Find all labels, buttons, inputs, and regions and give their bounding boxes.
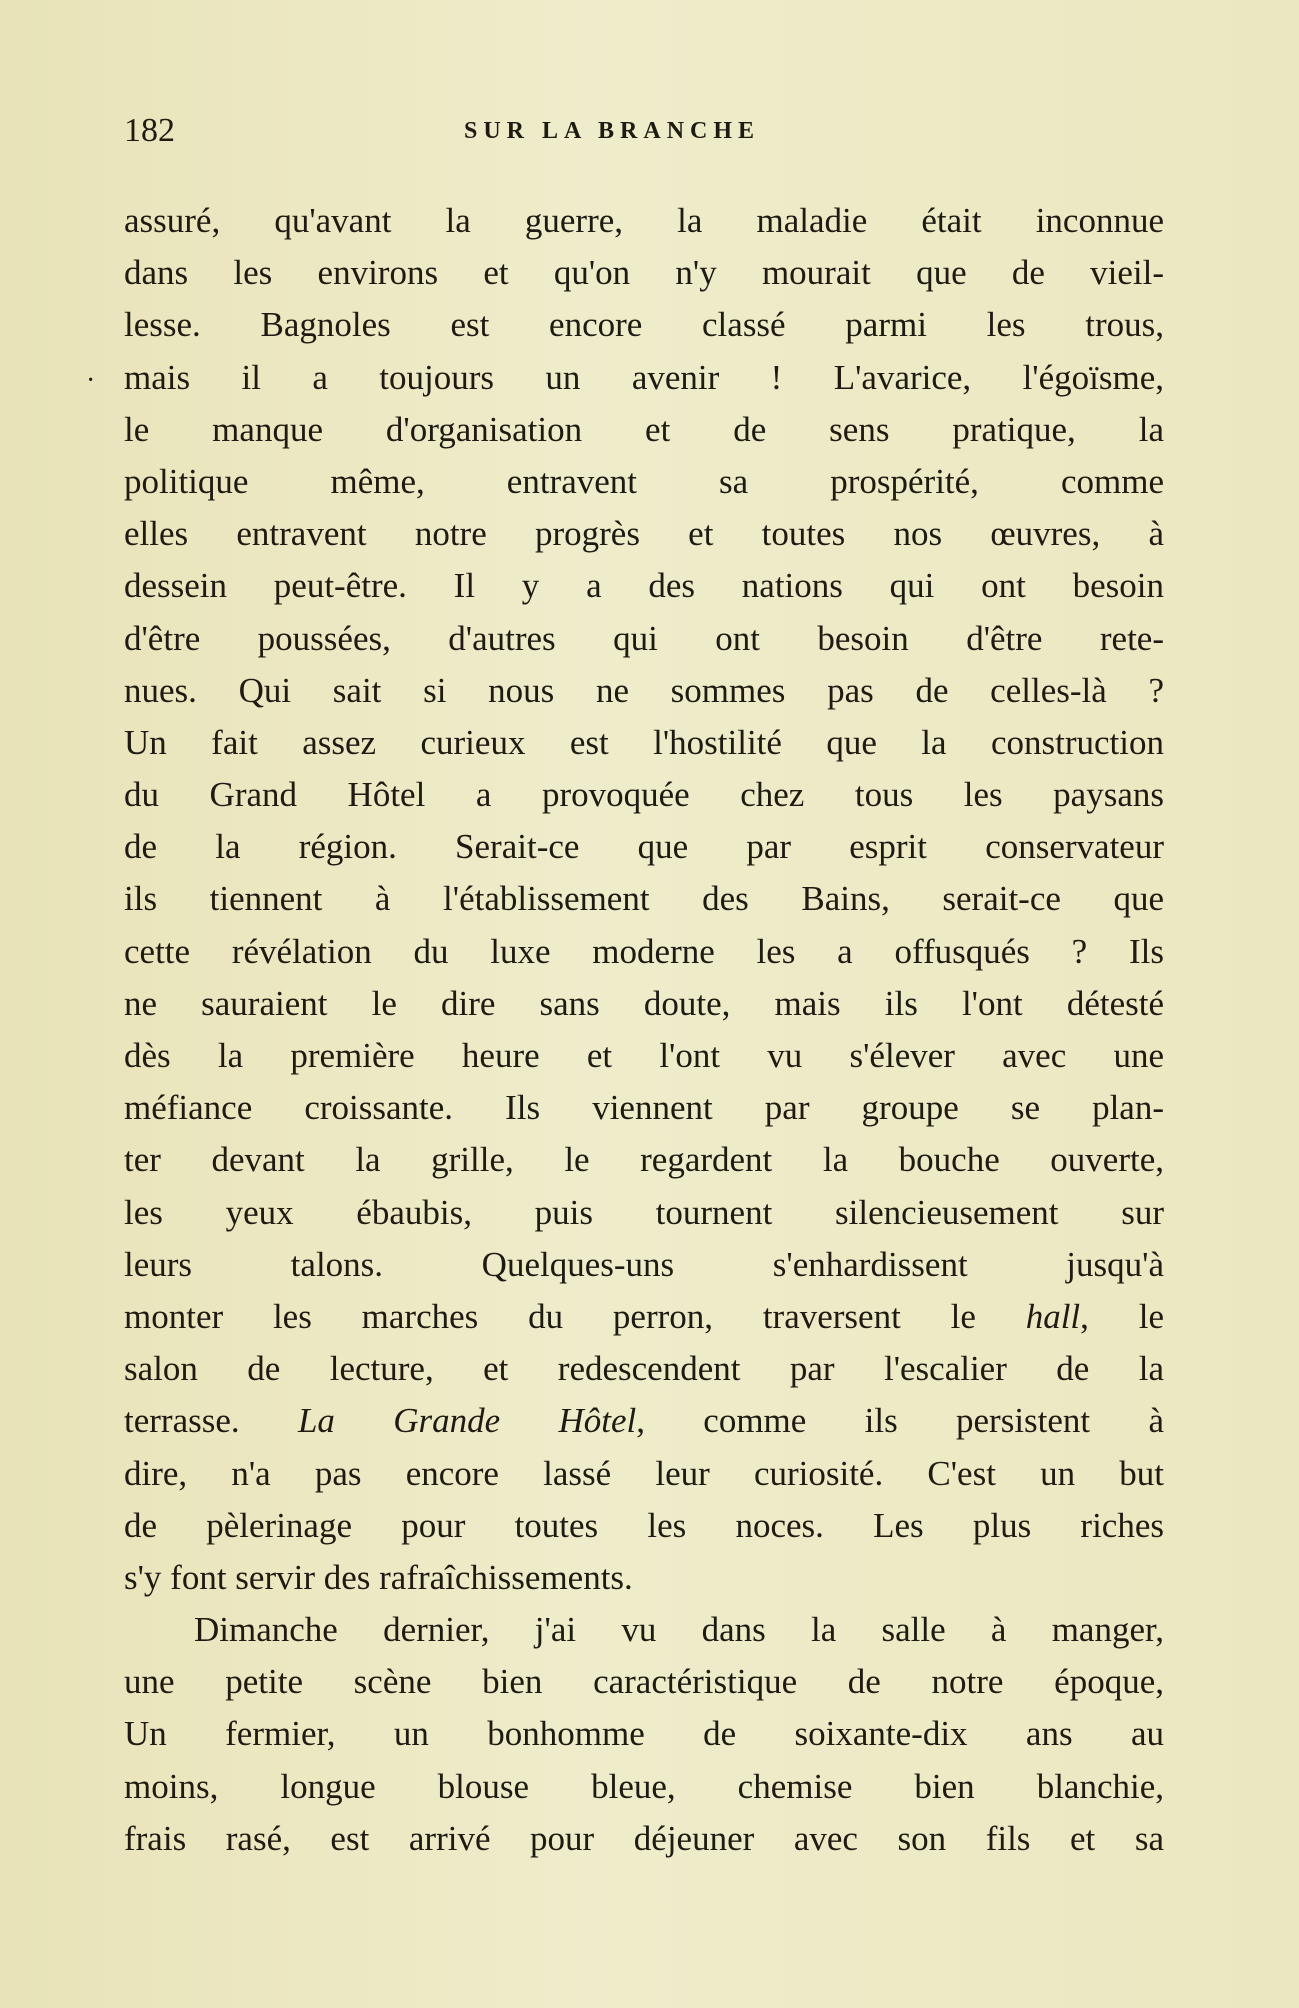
text-line: d'être poussées, d'autres qui ont besoin d'être rete- — [124, 618, 1164, 658]
text-line: Un fait assez curieux est l'hostilité que la construction — [124, 722, 1164, 762]
margin-mark: · — [86, 365, 96, 396]
text-line: lesse. Bagnoles est encore classé parmi les trous, — [124, 305, 1164, 345]
running-head — [124, 112, 1174, 152]
text-line-with-italic — [124, 1291, 1164, 1343]
text-line: nues. Qui sait si nous ne sommes pas de celles-là ? — [124, 670, 1164, 710]
text-line: du Grand Hôtel a provoquée chez tous les paysans — [124, 775, 1164, 815]
text-line: les yeux ébaubis, puis tournent silencieusement sur — [124, 1192, 1164, 1232]
text-line: politique même, entravent sa prospérité, comme — [124, 461, 1164, 501]
page-number: 182 — [124, 112, 175, 149]
italic-phrase-grande-hotel: La Grande Hôtel — [297, 1401, 637, 1441]
text-line: de pèlerinage pour toutes les noces. Les plus riches — [124, 1505, 1164, 1545]
text-line: une petite scène bien caractéristique de notre époque, — [124, 1662, 1164, 1702]
text-segment: , le — [1080, 1296, 1164, 1336]
text-line: Un fermier, un bonhomme de soixante-dix ans au — [124, 1714, 1164, 1754]
text-line-with-italic — [124, 1395, 1164, 1447]
running-title: SUR LA BRANCHE — [464, 118, 761, 144]
text-line: dès la première heure et l'ont vu s'élever avec une — [124, 1036, 1164, 1075]
paragraph-start-line: Dimanche dernier, j'ai vu dans la salle à manger, — [194, 1610, 1164, 1650]
text-line: dessein peut-être. Il y a des nations qui ont besoin — [124, 566, 1164, 606]
text-segment: terrasse. — [124, 1401, 298, 1441]
text-line: elles entravent notre progrès et toutes nos œuvres, à — [124, 514, 1164, 554]
text-line: leurs talons. Quelques-uns s'enhardissent jusqu'à — [124, 1244, 1164, 1284]
text-line: moins, longue blouse bleue, chemise bien blanchie, — [124, 1766, 1164, 1806]
text-line: ne sauraient le dire sans doute, mais ils l'ont détesté — [124, 983, 1164, 1023]
body-text — [124, 195, 1164, 1865]
italic-word-hall: hall — [1025, 1296, 1081, 1336]
paragraph-end-line: s'y font servir des rafraîchissements. — [124, 1557, 633, 1597]
text-line: dire, n'a pas encore lassé leur curiosité. C'est un but — [124, 1453, 1164, 1493]
text-line: méfiance croissante. Ils viennent par groupe se plan- — [124, 1088, 1164, 1128]
text-line: frais rasé, est arrivé pour déjeuner avec son fils et sa — [124, 1818, 1164, 1858]
text-line: de la région. Serait-ce que par esprit conservateur — [124, 827, 1164, 867]
text-line: cette révélation du luxe moderne les a offusqués ? Ils — [124, 931, 1164, 971]
text-segment: monter les marches du perron, traversent le — [124, 1296, 1026, 1336]
text-line: dans les environs et qu'on n'y mourait que de vieil- — [124, 253, 1164, 293]
text-line: ils tiennent à l'établissement des Bains, serait-ce que — [124, 879, 1164, 919]
text-line: salon de lecture, et redescendent par l'escalier de la — [124, 1349, 1164, 1389]
text-line: ter devant la grille, le regardent la bouche ouverte, — [124, 1140, 1164, 1180]
text-segment: , comme ils persistent à — [636, 1401, 1164, 1441]
text-line: mais il a toujours un avenir ! L'avarice, l'égoïsme, — [124, 357, 1164, 397]
text-line: assuré, qu'avant la guerre, la maladie était inconnue — [124, 201, 1164, 240]
text-line: le manque d'organisation et de sens pratique, la — [124, 409, 1164, 449]
